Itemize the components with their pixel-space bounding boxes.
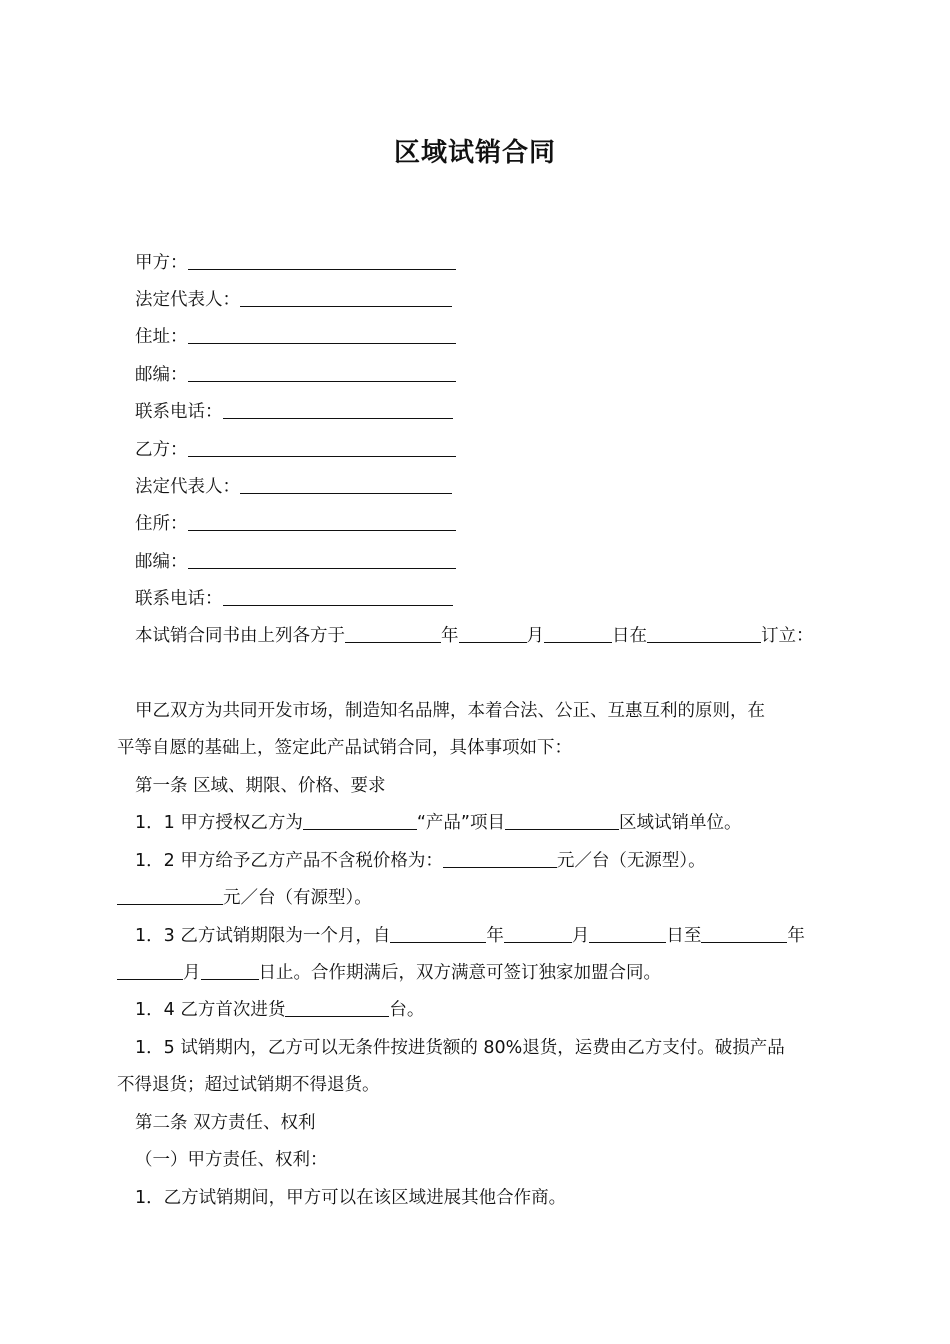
clause-1-3-month-blank[interactable]: [504, 924, 572, 943]
signing-prefix: 本试销合同书由上列各方于: [135, 626, 345, 646]
party-a-postcode-blank[interactable]: [188, 363, 456, 382]
clause-1-1-region-blank[interactable]: [303, 811, 417, 830]
clause-1-3-end-text: 日止。合作期满后，双方满意可签订独家加盟合同。: [258, 963, 661, 983]
clause-1-3-day-blank[interactable]: [589, 924, 666, 943]
party-a-label: 甲方：: [135, 253, 188, 273]
party-a-address-label: 住址：: [135, 327, 188, 347]
clause-1-3-year2-label: 年: [787, 926, 805, 946]
clause-1-2-text-a: 1．2 甲方给予乙方产品不含税价格为：: [135, 851, 443, 871]
clause-1-1-text-a: 1．1 甲方授权乙方为: [135, 813, 303, 833]
clause-1-3-until-label: 日至: [666, 926, 702, 946]
clause-1-3-line-2: [117, 961, 661, 985]
clause-1-5-line-1: 1．5 试销期内，乙方可以无条件按进货额的 80%退货，运费由乙方支付。破损产品: [135, 1038, 785, 1058]
party-a-rep-label: 法定代表人：: [135, 290, 240, 310]
document-title: 区域试销合同: [393, 138, 556, 168]
signing-place-blank[interactable]: [647, 624, 761, 643]
party-b-rep-blank[interactable]: [240, 475, 452, 494]
party-b-postcode-line: [135, 550, 456, 574]
party-a-postcode-line: [135, 363, 456, 387]
party-b-address-blank[interactable]: [188, 512, 456, 531]
signing-day-label: 日在: [612, 626, 647, 646]
clause-1-1: [135, 811, 741, 835]
party-b-rep-line: [135, 475, 452, 499]
clause-1-2-text-c: 元／台（有源型）。: [223, 888, 372, 908]
signing-day-blank[interactable]: [544, 624, 612, 643]
party-b-address-label: 住所：: [135, 514, 188, 534]
clause-1-4-text-b: 台。: [389, 1000, 425, 1020]
clause-1-3-year-blank[interactable]: [390, 924, 486, 943]
article-2-item-1: 1．乙方试销期间，甲方可以在该区域进展其他合作商。: [135, 1188, 567, 1208]
clause-1-3-month-label: 月: [571, 926, 590, 946]
clause-1-4-text-a: 1．4 乙方首次进货: [135, 1000, 286, 1020]
party-b-blank[interactable]: [188, 438, 456, 457]
clause-1-3: [135, 924, 805, 948]
party-a-phone-blank[interactable]: [223, 400, 453, 419]
clause-1-4-quantity-blank[interactable]: [285, 998, 389, 1017]
intro-line-1: 甲乙双方为共同开发市场，制造知名品牌，本着合法、公正、互惠互利的原则，在: [135, 701, 765, 721]
clause-1-4: [135, 998, 424, 1022]
party-a-rep-line: [135, 288, 452, 312]
signing-month-blank[interactable]: [459, 624, 527, 643]
intro-line-2: 平等自愿的基础上，签定此产品试销合同，具体事项如下：: [117, 738, 572, 758]
clause-1-2-text-b: 元／台（无源型）。: [556, 851, 706, 871]
clause-1-2-passive-price-blank[interactable]: [443, 849, 557, 868]
party-a-phone-label: 联系电话：: [135, 402, 223, 422]
party-b-phone-blank[interactable]: [223, 587, 453, 606]
signing-line: [135, 624, 814, 648]
party-b-postcode-blank[interactable]: [188, 550, 456, 569]
clause-1-5-line-2: 不得退货；超过试销期不得退货。: [117, 1075, 380, 1095]
party-b-label: 乙方：: [135, 440, 188, 460]
clause-1-1-area-blank[interactable]: [505, 811, 619, 830]
clause-1-3-day2-blank[interactable]: [201, 961, 259, 980]
party-b-postcode-label: 邮编：: [135, 552, 188, 572]
clause-1-3-month2-label: 月: [183, 963, 201, 983]
party-a-postcode-label: 邮编：: [135, 365, 188, 385]
clause-1-3-month2-blank[interactable]: [117, 961, 183, 980]
clause-1-2-line-2: [117, 886, 372, 910]
clause-1-3-text-a: 1．3 乙方试销期限为一个月，自: [135, 926, 391, 946]
signing-year-blank[interactable]: [345, 624, 441, 643]
clause-1-2: [135, 849, 706, 873]
party-a-address-line: [135, 325, 456, 349]
party-b-phone-line: [135, 587, 453, 611]
clause-1-1-text-c: 区域试销单位。: [618, 813, 742, 833]
article-1-heading: 第一条 区域、期限、价格、要求: [135, 776, 386, 796]
party-a-phone-line: [135, 400, 453, 424]
party-a-blank[interactable]: [188, 251, 456, 270]
signing-year-label: 年: [441, 626, 459, 646]
signing-suffix: 订立：: [761, 626, 814, 646]
party-b-rep-label: 法定代表人：: [135, 477, 240, 497]
clause-1-2-active-price-blank[interactable]: [117, 886, 223, 905]
clause-1-1-text-b: “产品”项目: [416, 813, 505, 833]
article-2-heading: 第二条 双方责任、权利: [135, 1113, 316, 1133]
party-a-address-blank[interactable]: [188, 325, 456, 344]
clause-1-3-year2-blank[interactable]: [701, 924, 787, 943]
party-b-phone-label: 联系电话：: [135, 589, 223, 609]
party-a-rep-blank[interactable]: [240, 288, 452, 307]
party-a-line: [135, 251, 456, 275]
signing-month-label: 月: [526, 626, 544, 646]
party-b-address-line: [135, 512, 456, 536]
clause-1-3-year-label: 年: [486, 926, 504, 946]
party-b-line: [135, 438, 456, 462]
article-2-sub-1: （一）甲方责任、权利：: [135, 1150, 328, 1170]
